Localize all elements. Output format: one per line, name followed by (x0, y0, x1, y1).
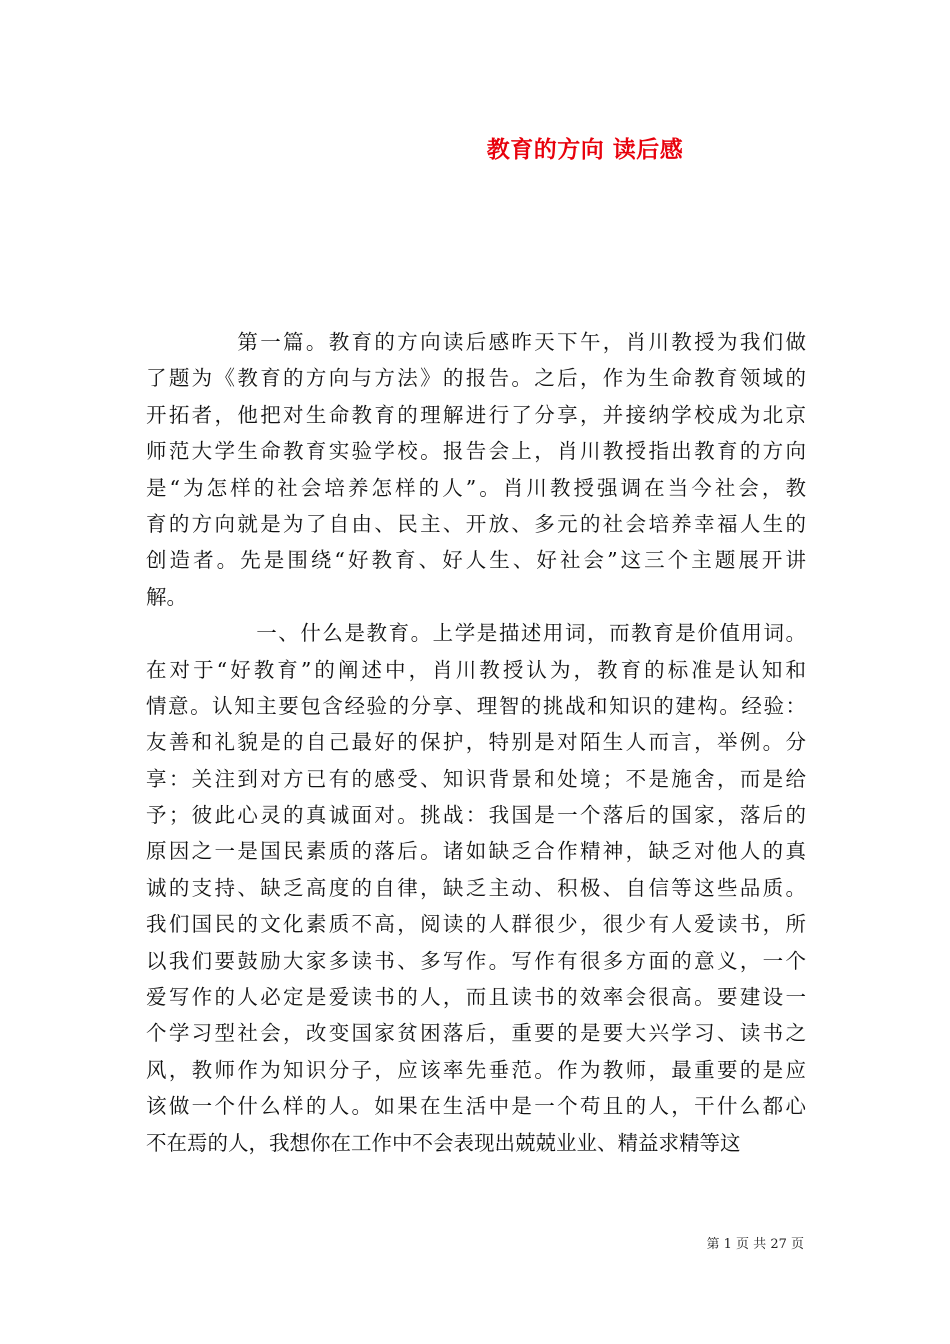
text-line: 予；彼此心灵的真诚面对。挑战：我国是一个落后的国家，落后的 (146, 803, 806, 828)
text-line: 育的方向就是为了自由、民主、开放、多元的社会培养幸福人生的 (146, 511, 806, 536)
text-line: 该做一个什么样的人。如果在生活中是一个苟且的人，干什么都心 (146, 1094, 806, 1119)
text-line: 解。 (146, 584, 187, 609)
text-line: 师范大学生命教育实验学校。报告会上，肖川教授指出教育的方向 (146, 439, 806, 464)
paragraph-2 (146, 615, 806, 1161)
text-line: 我们国民的文化素质不高，阅读的人群很少，很少有人爱读书，所 (146, 912, 806, 937)
text-line: 风，教师作为知识分子，应该率先垂范。作为教师，最重要的是应 (146, 1057, 806, 1082)
text-line: 一、什么是教育。上学是描述用词，而教育是价值用词。 (146, 621, 806, 646)
text-line: 爱写作的人必定是爱读书的人，而且读书的效率会很高。要建设一 (146, 985, 806, 1010)
page-number: 第 1 页 共 27 页 (706, 1237, 804, 1252)
text-line: 原因之一是国民素质的落后。诸如缺乏合作精神，缺乏对他人的真 (146, 839, 806, 864)
text-line: 开拓者，他把对生命教育的理解进行了分享，并接纳学校成为北京 (146, 402, 806, 427)
document-body (146, 324, 806, 1161)
text-line: 享：关注到对方已有的感受、知识背景和处境；不是施舍，而是给 (146, 766, 806, 791)
text-line: 情意。认知主要包含经验的分享、理智的挑战和知识的建构。经验： (146, 693, 806, 718)
text-line: 不在焉的人，我想你在工作中不会表现出兢兢业业、精益求精等这 (146, 1130, 741, 1155)
paragraph-1 (146, 324, 806, 615)
text-line: 以我们要鼓励大家多读书、多写作。写作有很多方面的意义，一个 (146, 948, 806, 973)
text-line: 创造者。先是围绕“好教育、好人生、好社会”这三个主题展开讲 (146, 548, 806, 573)
text-line: 第一篇。教育的方向读后感昨天下午，肖川教授为我们做 (146, 330, 806, 354)
text-line: 友善和礼貌是的自己最好的保护，特别是对陌生人而言，举例。分 (146, 730, 806, 755)
text-line: 在对于“好教育”的阐述中，肖川教授认为，教育的标准是认知和 (146, 657, 806, 682)
text-line: 诚的支持、缺乏高度的自律，缺乏主动、积极、自信等这些品质。 (146, 875, 806, 900)
text-line: 了题为《教育的方向与方法》的报告。之后，作为生命教育领域的 (146, 366, 806, 391)
text-line: 是“为怎样的社会培养怎样的人”。肖川教授强调在当今社会，教 (146, 475, 806, 500)
document-title: 教育的方向 读后感 (486, 136, 684, 163)
text-line: 个学习型社会，改变国家贫困落后，重要的是要大兴学习、读书之 (146, 1021, 806, 1046)
